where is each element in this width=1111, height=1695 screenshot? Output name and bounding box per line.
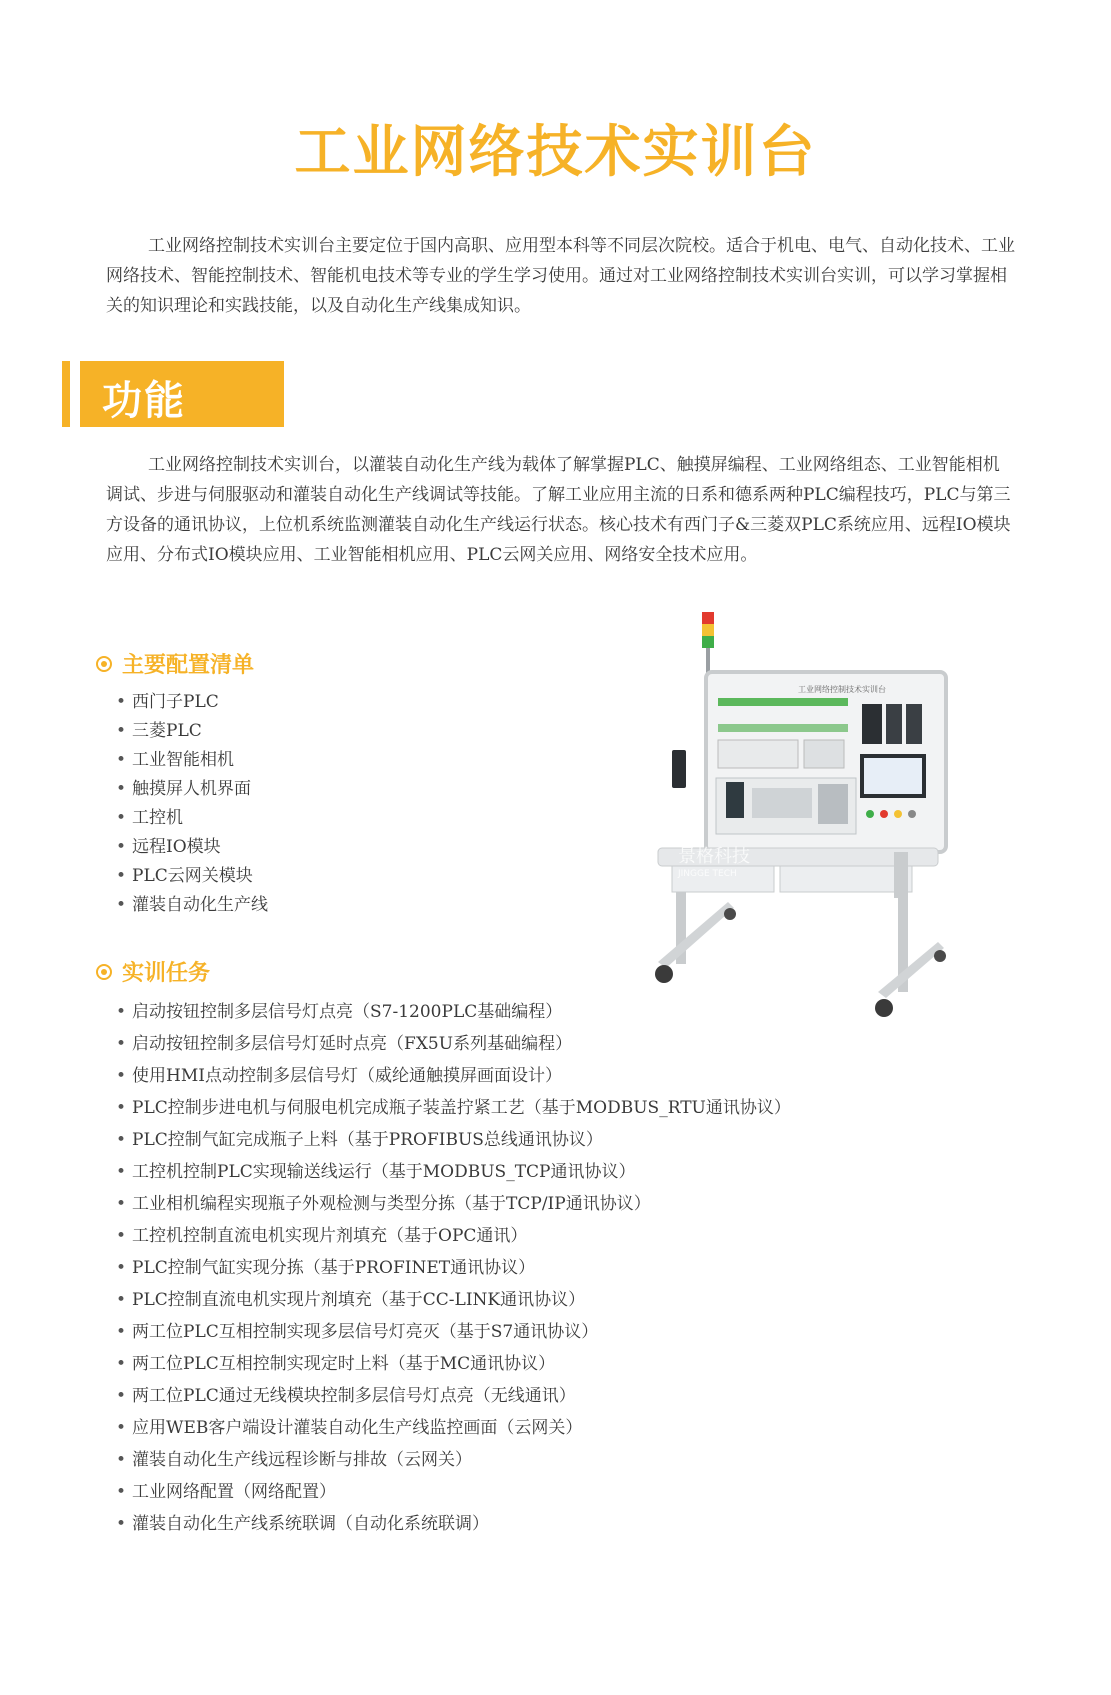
- list-item: • 使用HMI点动控制多层信号灯（威纶通触摸屏画面设计）: [116, 1060, 791, 1092]
- list-item: • 远程IO模块: [116, 833, 268, 862]
- panel-title: 工业网络控制技术实训台: [798, 685, 886, 694]
- list-item: • 灌装自动化生产线: [116, 891, 268, 920]
- list-item: • 两工位PLC互相控制实现定时上料（基于MC通讯协议）: [116, 1348, 791, 1380]
- list-item: • 工业相机编程实现瓶子外观检测与类型分拣（基于TCP/IP通讯协议）: [116, 1188, 791, 1220]
- list-item: • 工控机控制PLC实现输送线运行（基于MODBUS_TCP通讯协议）: [116, 1156, 791, 1188]
- tasks-list: [116, 996, 791, 1540]
- list-item: • 两工位PLC互相控制实现多层信号灯亮灭（基于S7通讯协议）: [116, 1316, 791, 1348]
- list-item: • PLC控制气缸完成瓶子上料（基于PROFIBUS总线通讯协议）: [116, 1124, 791, 1156]
- list-item: • PLC控制步进电机与伺服电机完成瓶子装盖拧紧工艺（基于MODBUS_RTU通讯协议）: [116, 1092, 791, 1124]
- tasks-heading-text: 实训任务: [122, 961, 211, 986]
- list-item: • 启动按钮控制多层信号灯延时点亮（FX5U系列基础编程）: [116, 1028, 791, 1060]
- list-item: • PLC云网关模块: [116, 862, 268, 891]
- bullet-circle-icon: [96, 964, 112, 980]
- bullet-circle-icon: [96, 656, 112, 672]
- intro-paragraph: 工业网络控制技术实训台主要定位于国内高职、应用型本科等不同层次院校。适合于机电、电气、自动化技术、工业网络技术、智能控制技术、智能机电技术等专业的学生学习使用。通过对工业网络控制技术实训台实训，可以学习掌握相关的知识理论和实践技能，以及自动化生产线集成知识。: [106, 236, 1015, 316]
- list-item: • 灌装自动化生产线远程诊断与排故（云网关）: [116, 1444, 791, 1476]
- watermark-text: 景格科技: [678, 846, 750, 867]
- list-item: • 应用WEB客户端设计灌装自动化生产线监控画面（云网关）: [116, 1412, 791, 1444]
- tasks-heading: [96, 956, 210, 987]
- config-list: [116, 688, 268, 920]
- config-heading-text: 主要配置清单: [122, 653, 255, 678]
- list-item: • 启动按钮控制多层信号灯点亮（S7-1200PLC基础编程）: [116, 996, 791, 1028]
- list-item: • 工控机控制直流电机实现片剂填充（基于OPC通讯）: [116, 1220, 791, 1252]
- list-item: • 工业网络配置（网络配置）: [116, 1476, 791, 1508]
- watermark-text-en: JINGGE TECH: [678, 869, 737, 879]
- header-accent-bar: [62, 361, 70, 427]
- config-heading: [96, 648, 254, 679]
- list-item: • 西门子PLC: [116, 688, 268, 717]
- page-title: 工业网络技术实训台: [294, 120, 817, 185]
- function-section-header: [62, 361, 284, 427]
- list-item: • 工业智能相机: [116, 746, 268, 775]
- list-item: • 两工位PLC通过无线模块控制多层信号灯点亮（无线通讯）: [116, 1380, 791, 1412]
- list-item: • 触摸屏人机界面: [116, 775, 268, 804]
- list-item: • 三菱PLC: [116, 717, 268, 746]
- list-item: • 工控机: [116, 804, 268, 833]
- list-item: • 灌装自动化生产线系统联调（自动化系统联调）: [116, 1508, 791, 1540]
- function-heading: 功能: [102, 378, 186, 424]
- signal-tower: [702, 612, 714, 674]
- product-image: [648, 612, 988, 1072]
- training-bench-illustration: [648, 612, 988, 1072]
- list-item: • PLC控制直流电机实现片剂填充（基于CC-LINK通讯协议）: [116, 1284, 791, 1316]
- list-item: • PLC控制气缸实现分拣（基于PROFINET通讯协议）: [116, 1252, 791, 1284]
- function-paragraph: 工业网络控制技术实训台，以灌装自动化生产线为载体了解掌握PLC、触摸屏编程、工业网络组态、工业智能相机调试、步进与伺服驱动和灌装自动化生产线调试等技能。了解工业应用主流的日系和德系两种PLC编程技巧，PLC与第三方设备的通讯协议，上位机系统监测灌装自动化生产线运行状态。核心技术有西门子&三菱双PLC系统应用、远程IO模块应用、分布式IO模块应用、工业智能相机应用、PLC云网关应用、网络安全技术应用。: [106, 455, 1011, 565]
